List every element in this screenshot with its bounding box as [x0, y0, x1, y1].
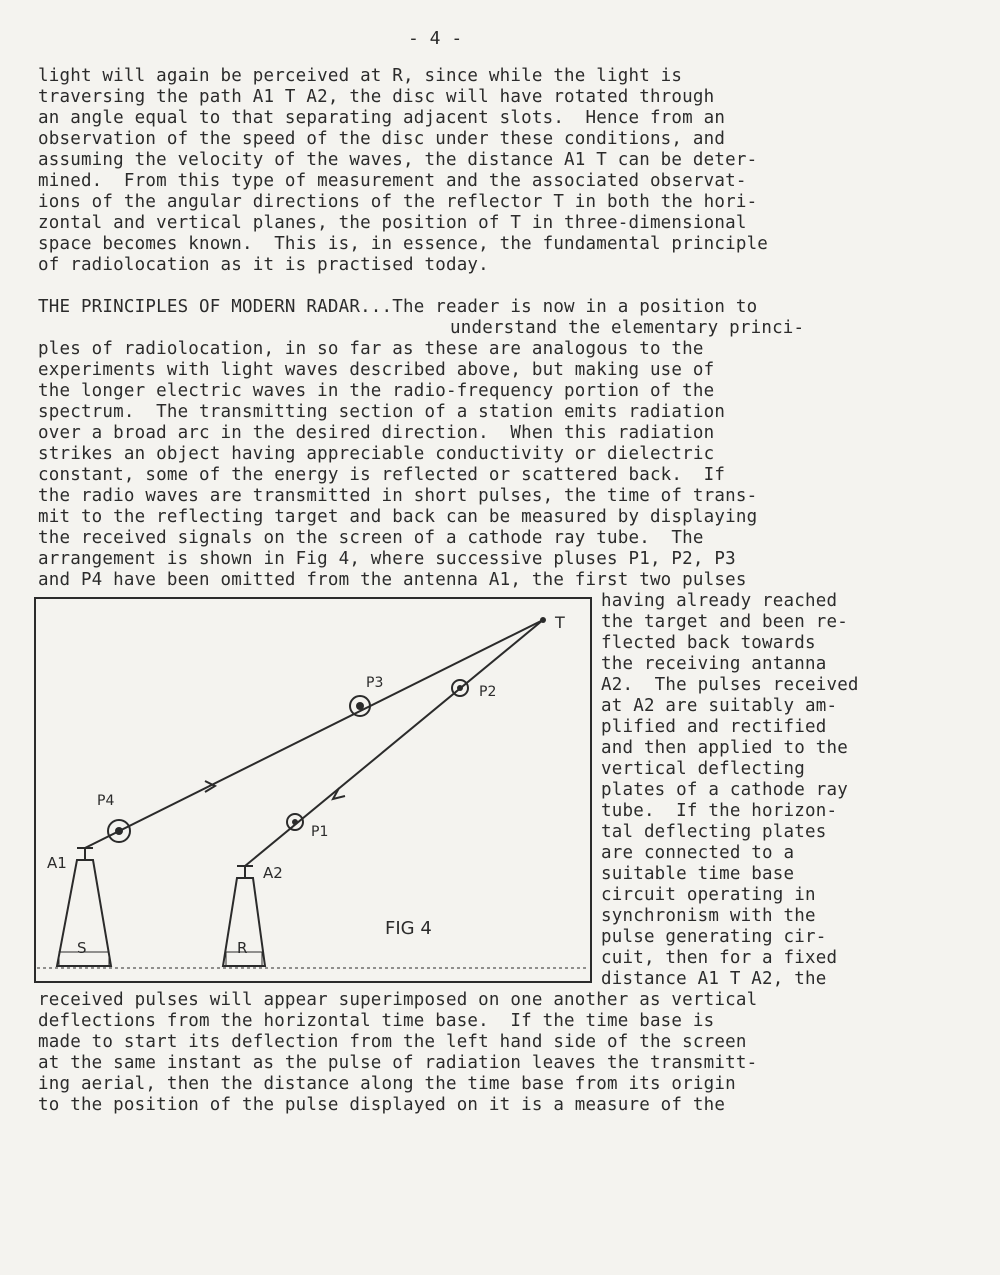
text-line: the target and been re-	[601, 612, 848, 632]
text-line: pulse generating cir-	[601, 927, 827, 947]
text-line: experiments with light waves described above, but making use of	[38, 360, 715, 380]
text-line: ples of radiolocation, in so far as these are analogous to the	[38, 339, 704, 359]
page-number: - 4 -	[408, 28, 463, 49]
text-line: over a broad arc in the desired direction. When this radiation	[38, 423, 715, 443]
text-line: the radio waves are transmitted in short pulses, the time of trans-	[38, 486, 758, 506]
text-line: suitable time base	[601, 864, 795, 884]
text-line: strikes an object having appreciable conductivity or dielectric	[38, 444, 715, 464]
text-line: arrangement is shown in Fig 4, where successive pluses P1, P2, P3	[38, 549, 736, 569]
label-target: T	[555, 613, 565, 632]
text-line: distance A1 T A2, the	[601, 969, 827, 989]
transmit-path	[85, 620, 543, 848]
text-line: received pulses will appear superimposed on one another as vertical	[38, 990, 758, 1010]
target-point	[540, 617, 546, 623]
text-line: the receiving antanna	[601, 654, 827, 674]
text-line: cuit, then for a fixed	[601, 948, 838, 968]
text-line: assuming the velocity of the waves, the distance A1 T can be deter-	[38, 150, 758, 170]
text-line: plates of a cathode ray	[601, 780, 848, 800]
text-line: circuit operating in	[601, 885, 816, 905]
text-line: made to start its deflection from the left hand side of the screen	[38, 1032, 747, 1052]
text-line: ions of the angular directions of the reflector T in both the hori-	[38, 192, 758, 212]
label-r: R	[237, 939, 248, 957]
label-a1: A1	[47, 854, 67, 872]
text-line: deflections from the horizontal time base. If the time base is	[38, 1011, 715, 1031]
label-p3: P3	[366, 675, 384, 691]
label-p2: P2	[479, 684, 497, 700]
text-line: synchronism with the	[601, 906, 816, 926]
text-line: and P4 have been omitted from the antenna A1, the first two pulses	[38, 570, 747, 590]
text-line: tal deflecting plates	[601, 822, 827, 842]
text-line: are connected to a	[601, 843, 795, 863]
label-p1: P1	[311, 824, 329, 840]
reflect-arrow	[333, 788, 345, 799]
text-line: tube. If the horizon-	[601, 801, 838, 821]
text-line: traversing the path A1 T A2, the disc will have rotated through	[38, 87, 715, 107]
text-line: having already reached	[601, 591, 838, 611]
label-a2: A2	[263, 864, 283, 882]
text-line: and then applied to the	[601, 738, 848, 758]
text-line: light will again be perceived at R, since while the light is	[38, 66, 683, 86]
text-line: mit to the reflecting target and back can be measured by displaying	[38, 507, 758, 527]
label-s: S	[77, 939, 87, 957]
figure-caption: FIG 4	[385, 918, 432, 939]
text-line: at A2 are suitably am-	[601, 696, 838, 716]
text-line: ing aerial, then the distance along the time base from its origin	[38, 1074, 736, 1094]
text-line: A2. The pulses received	[601, 675, 859, 695]
text-line: the longer electric waves in the radio-frequency portion of the	[38, 381, 715, 401]
section-heading-line-2: understand the elementary princi-	[450, 318, 805, 338]
text-line: mined. From this type of measurement and the associated observat-	[38, 171, 747, 191]
text-line: the received signals on the screen of a cathode ray tube. The	[38, 528, 704, 548]
text-line: plified and rectified	[601, 717, 827, 737]
text-line: to the position of the pulse displayed on it is a measure of the	[38, 1095, 726, 1115]
text-line: at the same instant as the pulse of radiation leaves the transmitt-	[38, 1053, 758, 1073]
text-line: of radiolocation as it is practised today.	[38, 255, 489, 275]
section-heading-line: THE PRINCIPLES OF MODERN RADAR...The reader is now in a position to	[38, 297, 758, 317]
text-line: vertical deflecting	[601, 759, 805, 779]
figure-4-diagram	[33, 596, 595, 986]
text-line: observation of the speed of the disc under these conditions, and	[38, 129, 726, 149]
text-line: constant, some of the energy is reflected or scattered back. If	[38, 465, 726, 485]
text-line: an angle equal to that separating adjacent slots. Hence from an	[38, 108, 726, 128]
label-p4: P4	[97, 793, 115, 809]
figure-frame	[35, 598, 591, 982]
text-line: spectrum. The transmitting section of a station emits radiation	[38, 402, 726, 422]
text-line: space becomes known. This is, in essence, the fundamental principle	[38, 234, 769, 254]
text-line: flected back towards	[601, 633, 816, 653]
text-line: zontal and vertical planes, the position of T in three-dimensional	[38, 213, 747, 233]
